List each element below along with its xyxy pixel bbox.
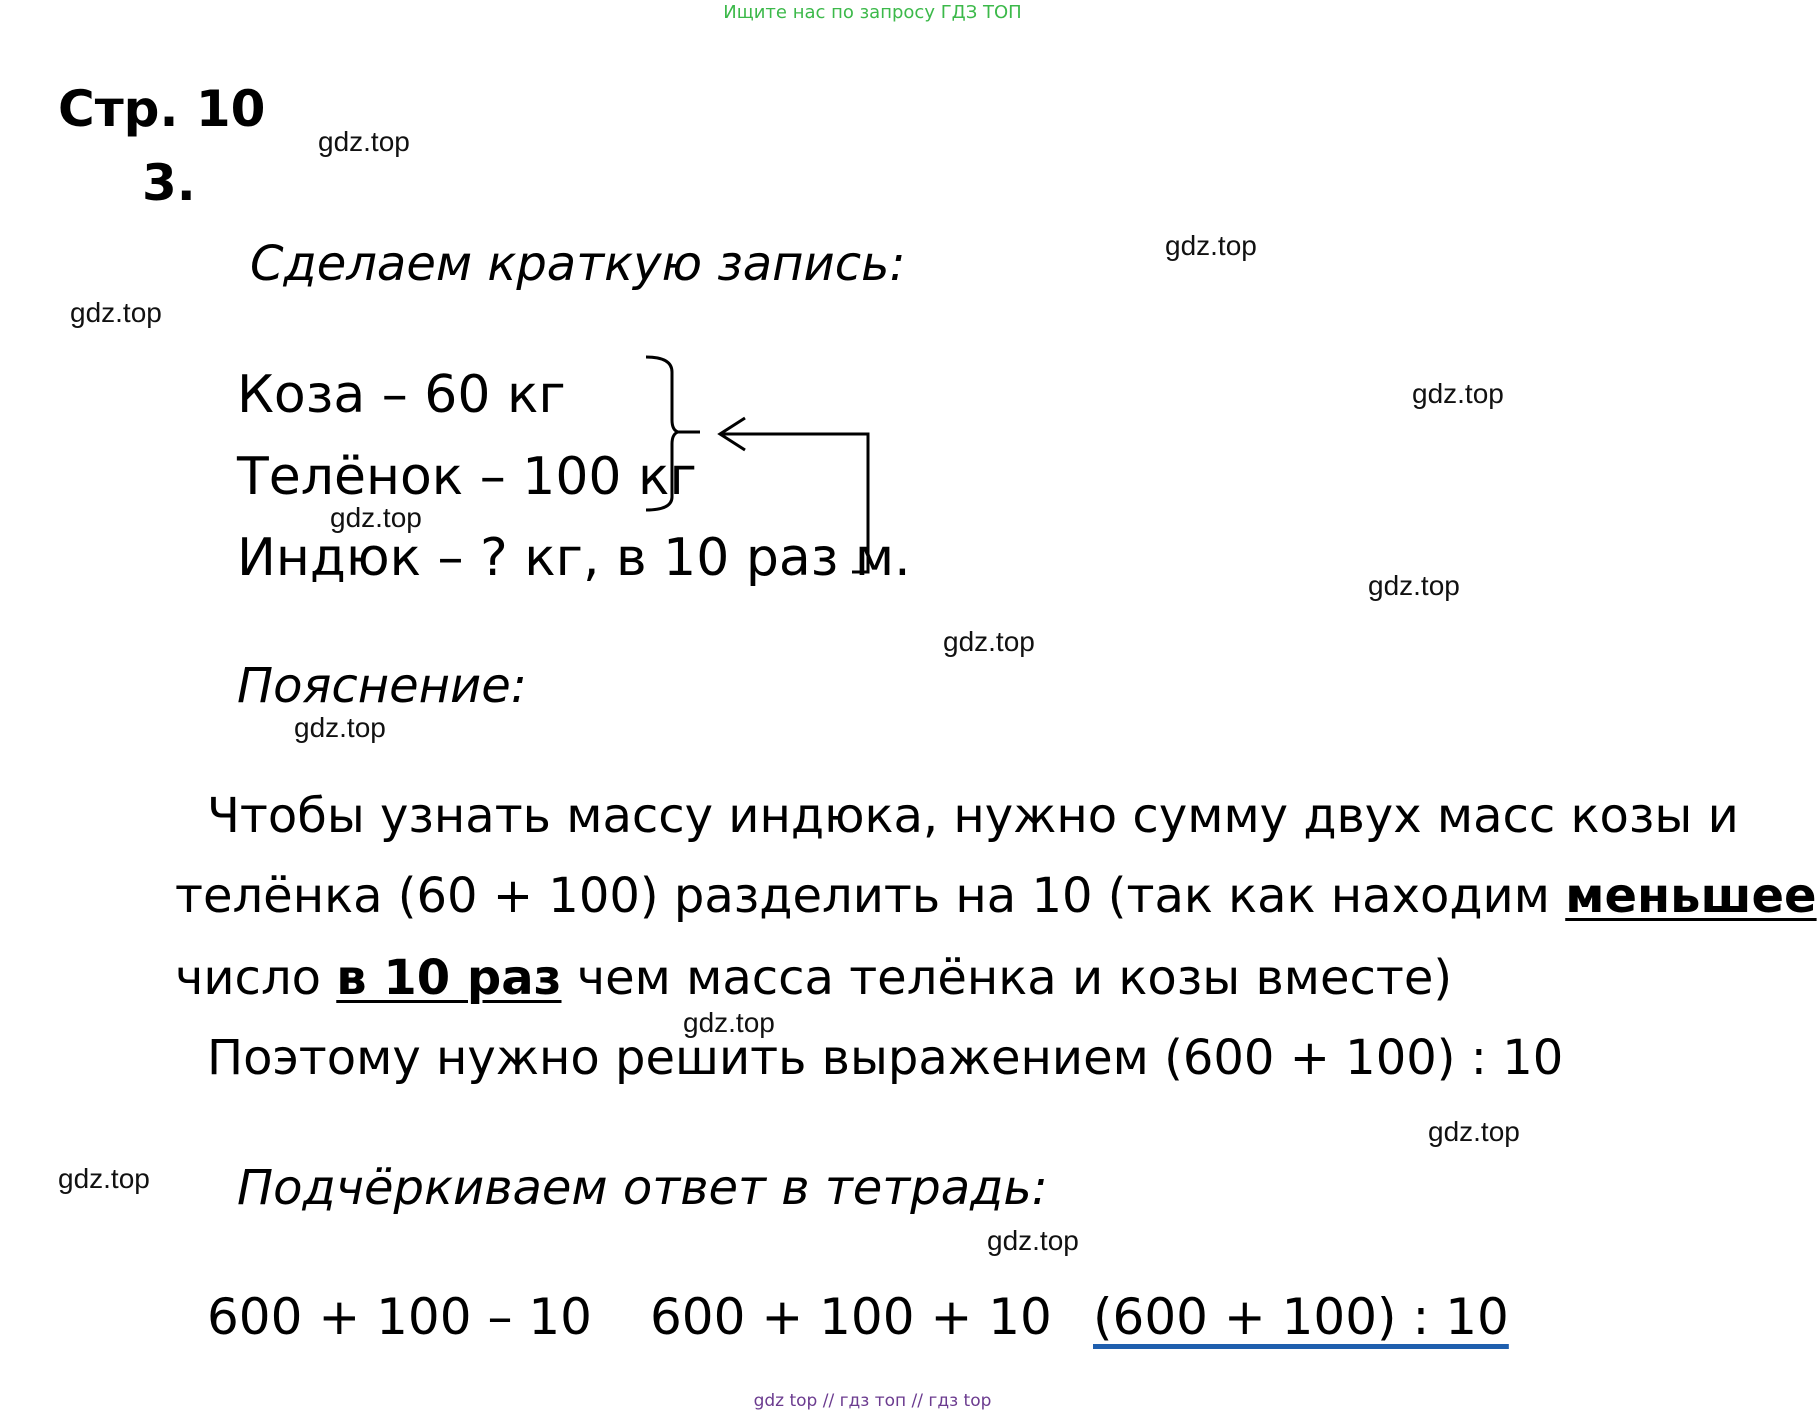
given-calf: Телёнок – 100 кг — [237, 447, 697, 507]
watermark: gdz.top — [1368, 570, 1460, 601]
explanation-line-2 — [175, 868, 1817, 924]
watermark: gdz.top — [987, 1225, 1079, 1256]
given-turkey: Индюк – ? кг, в 10 раз м. — [237, 528, 911, 588]
watermark: gdz.top — [318, 126, 410, 157]
emphasis-ten-times: в 10 раз — [336, 950, 562, 1006]
explanation-line-3 — [175, 950, 1452, 1006]
footer-note: gdz top // гдз топ // гдз top — [753, 1391, 992, 1411]
answer-heading: Подчёркиваем ответ в тетрадь: — [237, 1160, 1048, 1216]
watermark: gdz.top — [330, 502, 422, 533]
expression-option-1: 600 + 100 – 10 — [207, 1288, 592, 1346]
emphasis-smaller: меньшее — [1565, 868, 1817, 924]
expression-option-2: 600 + 100 + 10 — [650, 1288, 1052, 1346]
watermark: gdz.top — [943, 626, 1035, 657]
watermark: gdz.top — [1428, 1116, 1520, 1147]
watermark: gdz.top — [683, 1007, 775, 1038]
watermark: gdz.top — [294, 712, 386, 743]
given-goat: Коза – 60 кг — [237, 365, 566, 425]
task-number: 3. — [142, 154, 196, 212]
watermark: gdz.top — [70, 297, 162, 328]
short-record-heading: Сделаем краткую запись: — [250, 236, 906, 292]
watermark: gdz.top — [58, 1163, 150, 1194]
explanation-line-3-end: чем масса телёнка и козы вместе) — [576, 950, 1453, 1006]
header-note: Ищите нас по запросу ГДЗ ТОП — [723, 2, 1022, 23]
expression-answer: (600 + 100) : 10 — [1093, 1288, 1509, 1346]
explanation-line-2-text: телёнка (60 + 100) разделить на 10 (так как находим — [175, 868, 1566, 924]
explanation-line-1: Чтобы узнать массу индюка, нужно сумму двух масс козы и — [207, 788, 1739, 844]
watermark: gdz.top — [1165, 230, 1257, 261]
curly-brace — [646, 357, 700, 510]
page-label: Стр. 10 — [58, 80, 266, 138]
explanation-line-3-start: число — [175, 950, 321, 1006]
explanation-heading: Пояснение: — [237, 658, 527, 714]
watermark: gdz.top — [1412, 378, 1504, 409]
comparison-bracket — [852, 434, 868, 572]
explanation-line-4: Поэтому нужно решить выражением (600 + 100) : 10 — [207, 1030, 1564, 1086]
